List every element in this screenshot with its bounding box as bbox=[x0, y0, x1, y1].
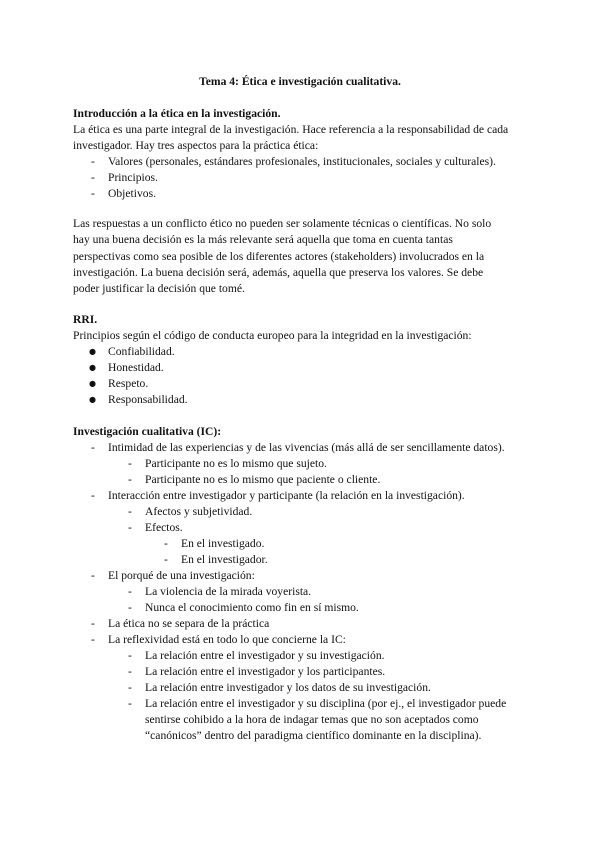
ic-text: La relación entre el investigador y su investigación. bbox=[145, 649, 385, 662]
dash-marker: - bbox=[91, 617, 95, 630]
ic-text: La reflexividad está en todo lo que concierne la IC: bbox=[108, 633, 346, 646]
ic-text: Participante no es lo mismo que sujeto. bbox=[145, 457, 327, 470]
dash-marker: - bbox=[128, 601, 132, 614]
dash-marker: - bbox=[164, 537, 168, 550]
dash-marker: - bbox=[91, 155, 95, 168]
dash-marker: - bbox=[128, 473, 132, 486]
ic-text: sentirse cohibido a la hora de indagar temas que no son aceptados como bbox=[145, 713, 479, 726]
ic-text: En el investigado. bbox=[181, 537, 265, 550]
ic-text: Efectos. bbox=[145, 521, 183, 534]
intro-line: investigador. Hay tres aspectos para la práctica ética: bbox=[73, 139, 319, 153]
dash-marker: - bbox=[128, 665, 132, 678]
dash-marker: - bbox=[128, 457, 132, 470]
dash-marker: - bbox=[128, 505, 132, 518]
dash-marker: - bbox=[128, 681, 132, 694]
ic-text: La violencia de la mirada voyerista. bbox=[145, 585, 312, 598]
ic-text: En el investigador. bbox=[181, 553, 268, 566]
principle-text: Honestidad. bbox=[108, 361, 164, 374]
intro-text bbox=[73, 122, 543, 155]
dash-marker: - bbox=[128, 521, 132, 534]
principle-text: Responsabilidad. bbox=[108, 393, 188, 406]
dash-marker: - bbox=[164, 553, 168, 566]
paragraph-line: perspectivas como sea posible de los diferentes actores (stakeholders) involucrados en la bbox=[73, 249, 485, 263]
ic-text: Intimidad de las experiencias y de las vivencias (más allá de ser sencillamente datos). bbox=[108, 441, 505, 454]
rri-text bbox=[73, 328, 543, 344]
dash-marker: - bbox=[91, 441, 95, 454]
bullet-marker: ● bbox=[89, 363, 96, 372]
aspect-text: Valores (personales, estándares profesionales, institucionales, sociales y culturales). bbox=[108, 155, 496, 168]
bullet-marker: ● bbox=[89, 347, 96, 356]
principle-text: Confiabilidad. bbox=[108, 345, 175, 358]
ic-text: La ética no se separa de la práctica bbox=[108, 617, 270, 630]
bullet-marker: ● bbox=[89, 395, 96, 404]
intro-line: La ética es una parte integral de la investigación. Hace referencia a la responsabilidad de cada bbox=[73, 123, 509, 136]
dash-marker: - bbox=[91, 489, 95, 502]
dash-marker: - bbox=[91, 569, 95, 582]
dash-marker: - bbox=[91, 187, 95, 200]
ic-heading: Investigación cualitativa (IC): bbox=[73, 425, 222, 438]
ic-text: La relación entre el investigador y su disciplina (por ej., el investigador puede bbox=[145, 697, 507, 710]
paragraph-line: investigación. La buena decisión será, además, aquella que preserva los valores. Se debe bbox=[73, 265, 484, 279]
dash-marker: - bbox=[91, 171, 95, 184]
aspect-text: Objetivos. bbox=[108, 187, 156, 200]
ic-text: “canónicos” dentro del paradigma científico dominante en la disciplina). bbox=[145, 729, 482, 742]
ic-text: Afectos y subjetividad. bbox=[145, 505, 253, 518]
ic-text: La relación entre el investigador y los participantes. bbox=[145, 665, 386, 678]
paragraph-line: poder justificar la decisión que tomé. bbox=[73, 282, 245, 296]
ic-text: Interacción entre investigador y participante (la relación en la investigación). bbox=[108, 489, 465, 502]
bullet-marker: ● bbox=[89, 379, 96, 388]
ic-text: La relación entre investigador y los datos de su investigación. bbox=[145, 681, 431, 694]
ic-text: El porqué de una investigación: bbox=[108, 569, 255, 582]
dash-marker: - bbox=[128, 649, 132, 662]
dash-marker: - bbox=[128, 697, 132, 710]
document-title: Tema 4: Ética e investigación cualitativa. bbox=[199, 75, 401, 88]
paragraph-line: Las respuestas a un conflicto ético no pueden ser solamente técnicas o científicas. No solo bbox=[73, 217, 492, 230]
ethics-paragraph bbox=[73, 216, 543, 297]
paragraph-line: hay una buena decisión es la más relevante será aquella que toma en cuenta tantas bbox=[73, 233, 453, 247]
dash-marker: - bbox=[128, 585, 132, 598]
intro-heading: Introducción a la ética en la investigación. bbox=[73, 107, 281, 120]
aspect-text: Principios. bbox=[108, 171, 158, 184]
principle-text: Respeto. bbox=[108, 377, 149, 390]
rri-line: Principios según el código de conducta europeo para la integridad en la investigación: bbox=[73, 329, 472, 342]
rri-heading: RRI. bbox=[73, 313, 98, 326]
ic-text: Participante no es lo mismo que paciente o cliente. bbox=[145, 473, 381, 486]
ic-text: Nunca el conocimiento como fin en sí mismo. bbox=[145, 601, 359, 614]
dash-marker: - bbox=[91, 633, 95, 646]
